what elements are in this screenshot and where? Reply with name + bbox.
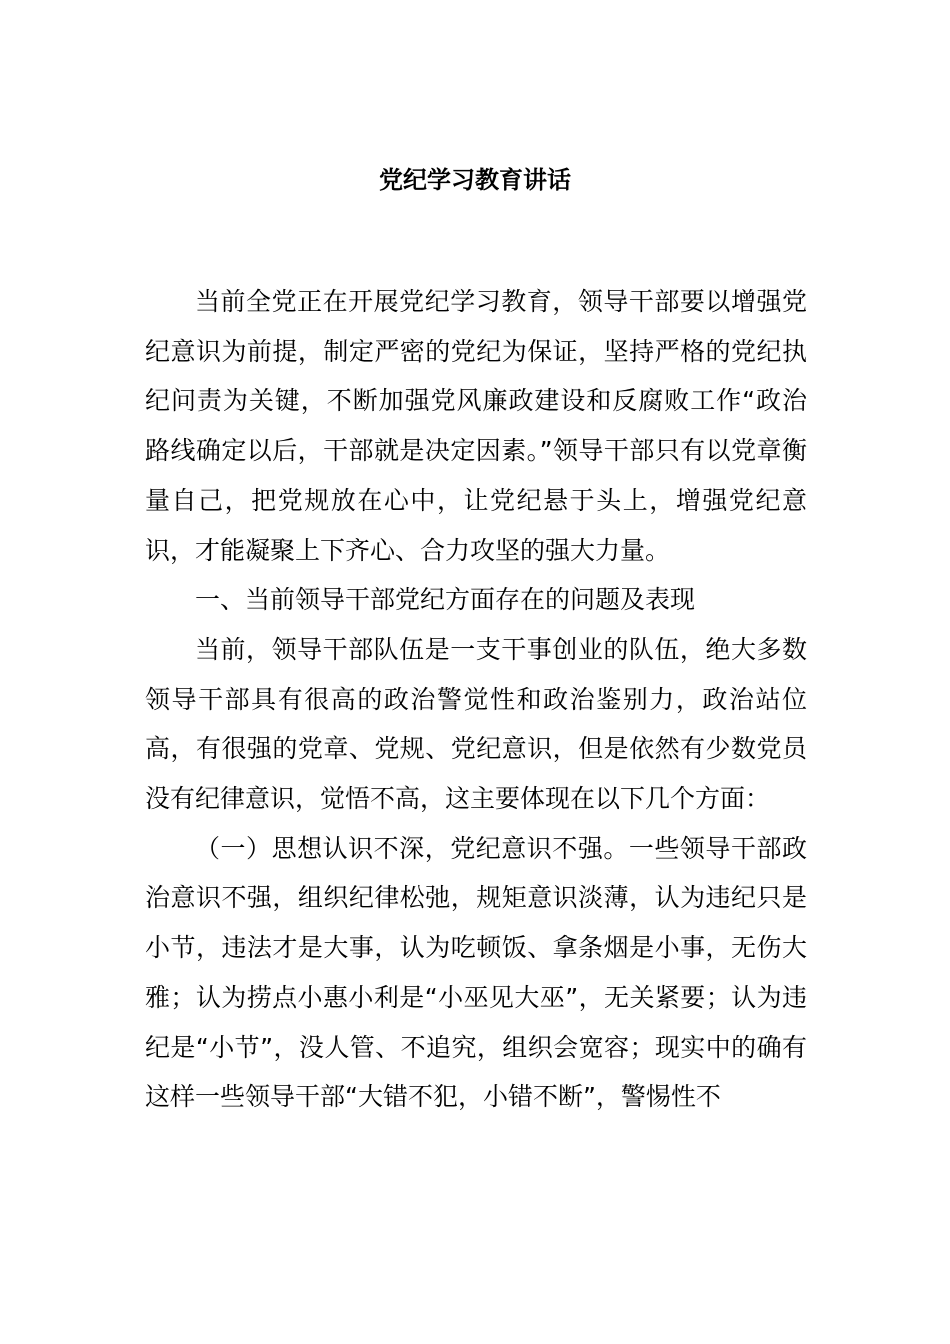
paragraph-subsection-1: （一）思想认识不深，党纪意识不强。一些领导干部政治意识不强，组织纪律松弛，规矩意识淡薄，认为违纪只是小节，违法才是大事，认为吃顿饭、拿条烟是小事，无伤大雅；认为捞点小惠小利是“小巫见大巫”，无关紧要；认为违纪是“小节”，没人管、不追究，组织会宽容；现实中的确有这样一些领导干部“大错不犯，小错不断”，警惕性不 xyxy=(145,833,807,1112)
paragraph-current-situation: 当前，领导干部队伍是一支干事创业的队伍，绝大多数领导干部具有很高的政治警觉性和政治鉴别力，政治站位高，有很强的党章、党规、党纪意识，但是依然有少数党员没有纪律意识，觉悟不高，这主要体现在以下几个方面： xyxy=(145,634,807,814)
paragraph-intro: 当前全党正在开展党纪学习教育，领导干部要以增强党纪意识为前提，制定严密的党纪为保证，坚持严格的党纪执纪问责为关键，不断加强党风廉政建设和反腐败工作“政治路线确定以后，干部就是决定因素。”领导干部只有以党章衡量自己，把党规放在心中，让党纪悬于头上，增强党纪意识，才能凝聚上下齐心、合力攻坚的强大力量。 xyxy=(145,287,807,565)
document-title: 党纪学习教育讲话 xyxy=(379,166,571,194)
document-body xyxy=(145,277,807,1122)
section-heading-1: 一、当前领导干部党纪方面存在的问题及表现 xyxy=(195,585,696,615)
